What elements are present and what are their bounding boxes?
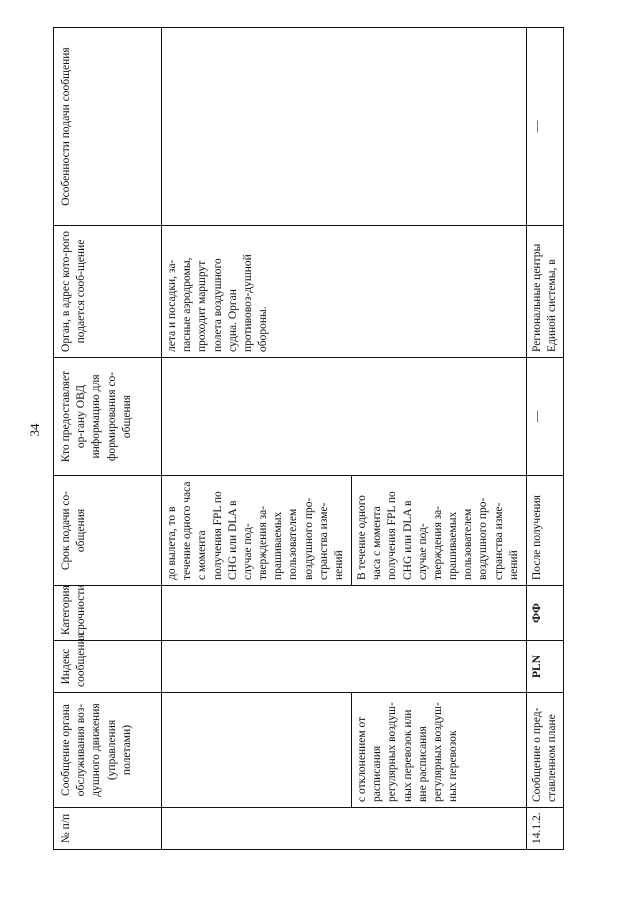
cell-message: с отклонением от расписания регулярных воздуш-ных перевозок или вне расписания регулярных воздуш-ных перевозок: [352, 693, 527, 808]
cell-num: 14.1.2.: [527, 808, 564, 850]
header-category: Категория срочности: [54, 586, 162, 641]
cell-features: —: [527, 28, 564, 226]
cell-who: [162, 358, 527, 476]
cell-term: В течение одного часа с момента получения FPL по CHG или DLA в случае под-тверждения за-прашиваемых пользователем воздушного про-странства изме-нений: [352, 476, 527, 586]
table-row: [162, 28, 352, 850]
header-features: Особенности подачи сообщения: [54, 28, 162, 226]
page-number: 34: [27, 423, 42, 437]
cell-num: [162, 808, 527, 850]
header-who: Кто предоставляет ор-гану ОВД информацию для формирования со-общения: [54, 358, 162, 476]
cell-index: [162, 641, 527, 693]
header-organ: Орган, в адрес кото-рого подается сооб-щение: [54, 226, 162, 358]
cell-organ: лета и посадки, за-пасные аэродромы, проходит маршрут полета воздушного судна. Орган противовоз-душной обороны.: [162, 226, 527, 358]
header-index: Индекс сообщения: [54, 641, 162, 693]
cell-term: После получения: [527, 476, 564, 586]
cell-category: [162, 586, 527, 641]
cell-message: [162, 693, 352, 808]
rotated-table-sheet: [53, 28, 558, 850]
cell-who: —: [527, 358, 564, 476]
header-message: Сообщение органа обслуживания воз-душного движения (управления полетами): [54, 693, 162, 808]
cell-category: ФФ: [527, 586, 564, 641]
table-row: [527, 28, 564, 850]
cell-features: [162, 28, 527, 226]
header-term: Срок подачи со-общения: [54, 476, 162, 586]
cell-index: PLN: [527, 641, 564, 693]
cell-term: до вылета, то в течение одного часа с момента получения FPL по CHG или DLA в случае под-тверждения за-прашиваемых пользователем воздушного про-странства изме-нений: [162, 476, 352, 586]
cell-message: Сообщение о пред-ставленном плане: [527, 693, 564, 808]
messages-table: [53, 27, 564, 850]
table-header-row: [54, 28, 162, 850]
cell-organ: Региональные центры Единой системы, в: [527, 226, 564, 358]
header-num: № п/п: [54, 808, 162, 850]
